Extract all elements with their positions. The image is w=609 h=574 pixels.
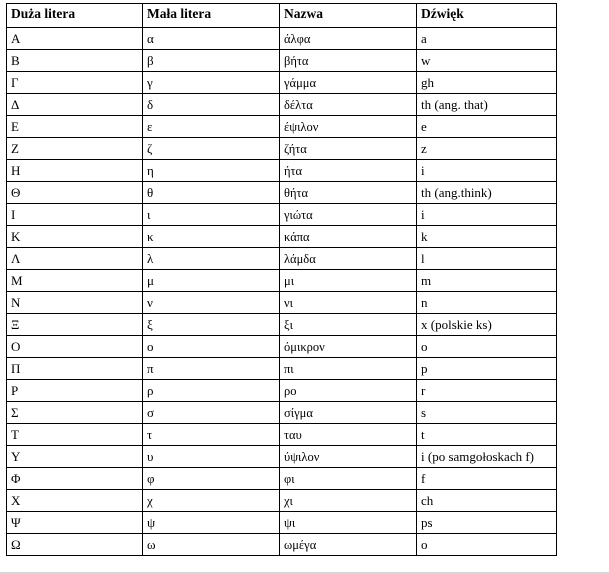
table-body [7, 28, 557, 556]
header-row [7, 4, 557, 28]
table-row [7, 380, 557, 402]
name-cell: σίγμα [280, 402, 417, 424]
table-row [7, 204, 557, 226]
table-row [7, 358, 557, 380]
uppercase-cell: Π [7, 358, 143, 380]
header-sound: Dźwięk [417, 4, 557, 28]
name-cell: λάμδα [280, 248, 417, 270]
table-row [7, 336, 557, 358]
uppercase-cell: Κ [7, 226, 143, 248]
uppercase-cell: Λ [7, 248, 143, 270]
table-row [7, 94, 557, 116]
sound-cell: gh [417, 72, 557, 94]
uppercase-cell: Ε [7, 116, 143, 138]
lowercase-cell: η [143, 160, 280, 182]
table-row [7, 226, 557, 248]
name-cell: ωμέγα [280, 534, 417, 556]
name-cell: βήτα [280, 50, 417, 72]
uppercase-cell: Α [7, 28, 143, 50]
header-name: Nazwa [280, 4, 417, 28]
sound-cell: ch [417, 490, 557, 512]
name-cell: ύψιλον [280, 446, 417, 468]
table-header [7, 4, 557, 28]
table-row [7, 270, 557, 292]
uppercase-cell: Φ [7, 468, 143, 490]
table-row [7, 138, 557, 160]
table-row [7, 512, 557, 534]
lowercase-cell: θ [143, 182, 280, 204]
sound-cell: a [417, 28, 557, 50]
table-row [7, 292, 557, 314]
uppercase-cell: Τ [7, 424, 143, 446]
uppercase-cell: Ι [7, 204, 143, 226]
table-row [7, 50, 557, 72]
lowercase-cell: ψ [143, 512, 280, 534]
table-row [7, 468, 557, 490]
uppercase-cell: Γ [7, 72, 143, 94]
uppercase-cell: Θ [7, 182, 143, 204]
table-row [7, 72, 557, 94]
header-lowercase: Mała litera [143, 4, 280, 28]
sound-cell: i [417, 160, 557, 182]
sound-cell: n [417, 292, 557, 314]
sound-cell: l [417, 248, 557, 270]
sound-cell: o [417, 534, 557, 556]
sound-cell: m [417, 270, 557, 292]
table-row [7, 248, 557, 270]
lowercase-cell: τ [143, 424, 280, 446]
greek-alphabet-table [6, 3, 557, 556]
table-row [7, 490, 557, 512]
lowercase-cell: γ [143, 72, 280, 94]
uppercase-cell: Β [7, 50, 143, 72]
sound-cell: f [417, 468, 557, 490]
lowercase-cell: υ [143, 446, 280, 468]
uppercase-cell: Ρ [7, 380, 143, 402]
name-cell: χι [280, 490, 417, 512]
name-cell: έψιλον [280, 116, 417, 138]
name-cell: ξι [280, 314, 417, 336]
table-row [7, 534, 557, 556]
name-cell: γάμμα [280, 72, 417, 94]
sound-cell: t [417, 424, 557, 446]
name-cell: όμικρον [280, 336, 417, 358]
sound-cell: k [417, 226, 557, 248]
sound-cell: ps [417, 512, 557, 534]
uppercase-cell: Μ [7, 270, 143, 292]
greek-alphabet-table-container [6, 3, 556, 556]
name-cell: κάπα [280, 226, 417, 248]
sound-cell: i (po samgołoskach f) [417, 446, 557, 468]
table-row [7, 402, 557, 424]
name-cell: νι [280, 292, 417, 314]
name-cell: θήτα [280, 182, 417, 204]
sound-cell: z [417, 138, 557, 160]
lowercase-cell: δ [143, 94, 280, 116]
table-row [7, 160, 557, 182]
name-cell: ψι [280, 512, 417, 534]
uppercase-cell: Η [7, 160, 143, 182]
uppercase-cell: Σ [7, 402, 143, 424]
lowercase-cell: ν [143, 292, 280, 314]
uppercase-cell: Ο [7, 336, 143, 358]
uppercase-cell: Δ [7, 94, 143, 116]
sound-cell: th (ang.think) [417, 182, 557, 204]
name-cell: ταυ [280, 424, 417, 446]
lowercase-cell: μ [143, 270, 280, 292]
name-cell: άλφα [280, 28, 417, 50]
name-cell: μι [280, 270, 417, 292]
lowercase-cell: φ [143, 468, 280, 490]
lowercase-cell: λ [143, 248, 280, 270]
lowercase-cell: ζ [143, 138, 280, 160]
uppercase-cell: Υ [7, 446, 143, 468]
sound-cell: x (polskie ks) [417, 314, 557, 336]
lowercase-cell: ι [143, 204, 280, 226]
sound-cell: o [417, 336, 557, 358]
table-row [7, 446, 557, 468]
uppercase-cell: Ξ [7, 314, 143, 336]
lowercase-cell: α [143, 28, 280, 50]
sound-cell: e [417, 116, 557, 138]
name-cell: ρο [280, 380, 417, 402]
name-cell: δέλτα [280, 94, 417, 116]
name-cell: γιώτα [280, 204, 417, 226]
lowercase-cell: π [143, 358, 280, 380]
sound-cell: w [417, 50, 557, 72]
table-row [7, 314, 557, 336]
uppercase-cell: Ζ [7, 138, 143, 160]
table-row [7, 182, 557, 204]
lowercase-cell: ο [143, 336, 280, 358]
header-uppercase: Duża litera [7, 4, 143, 28]
name-cell: πι [280, 358, 417, 380]
table-row [7, 116, 557, 138]
lowercase-cell: ε [143, 116, 280, 138]
lowercase-cell: κ [143, 226, 280, 248]
uppercase-cell: Ω [7, 534, 143, 556]
name-cell: φι [280, 468, 417, 490]
lowercase-cell: ξ [143, 314, 280, 336]
uppercase-cell: Χ [7, 490, 143, 512]
sound-cell: p [417, 358, 557, 380]
uppercase-cell: Ψ [7, 512, 143, 534]
sound-cell: th (ang. that) [417, 94, 557, 116]
lowercase-cell: β [143, 50, 280, 72]
lowercase-cell: ω [143, 534, 280, 556]
name-cell: ζήτα [280, 138, 417, 160]
table-row [7, 424, 557, 446]
sound-cell: s [417, 402, 557, 424]
name-cell: ήτα [280, 160, 417, 182]
lowercase-cell: ρ [143, 380, 280, 402]
sound-cell: i [417, 204, 557, 226]
lowercase-cell: σ [143, 402, 280, 424]
table-row [7, 28, 557, 50]
lowercase-cell: χ [143, 490, 280, 512]
sound-cell: r [417, 380, 557, 402]
uppercase-cell: Ν [7, 292, 143, 314]
